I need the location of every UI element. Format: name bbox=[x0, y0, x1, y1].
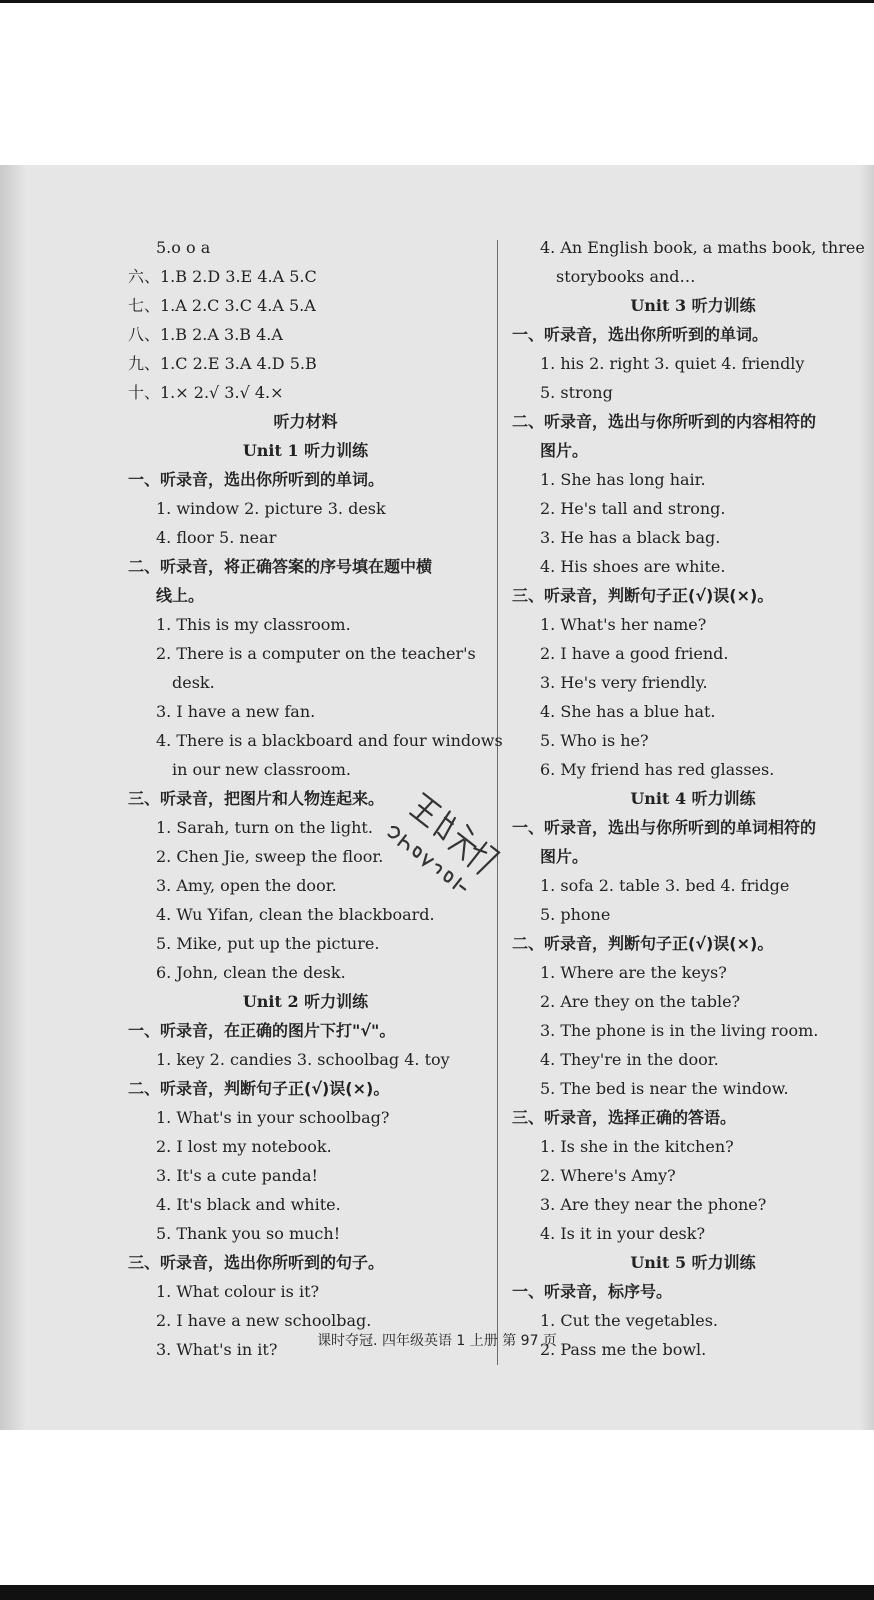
left-line: 3. Amy, open the door. bbox=[156, 876, 337, 895]
right-line: 6. My friend has red glasses. bbox=[540, 760, 775, 779]
right-line: 三、听录音，判断句子正(√)误(×)。 bbox=[512, 586, 774, 605]
left-line: 三、听录音，把图片和人物连起来。 bbox=[128, 789, 385, 808]
right-line: Unit 3 听力训练 bbox=[630, 296, 756, 315]
right-line: 4. An English book, a maths book, three bbox=[540, 238, 865, 257]
right-line: 5. Who is he? bbox=[540, 731, 649, 750]
right-line: 1. his 2. right 3. quiet 4. friendly bbox=[540, 354, 805, 373]
left-line: 线上。 bbox=[156, 586, 205, 605]
left-line: 3. What's in it? bbox=[156, 1340, 278, 1359]
right-line: 一、听录音，选出你所听到的单词。 bbox=[512, 325, 769, 344]
left-line: 6. John, clean the desk. bbox=[156, 963, 346, 982]
left-line: 5.o o a bbox=[156, 238, 211, 257]
left-line: 3. It's a cute panda! bbox=[156, 1166, 318, 1185]
right-line: 1. She has long hair. bbox=[540, 470, 706, 489]
right-line: Unit 4 听力训练 bbox=[630, 789, 756, 808]
left-line: in our new classroom. bbox=[172, 760, 351, 779]
page-scan bbox=[0, 165, 874, 1430]
left-line: 1. window 2. picture 3. desk bbox=[156, 499, 386, 518]
page-footer: 课时夺冠. 四年级英语 1 上册 第 97 页 bbox=[317, 1333, 557, 1349]
left-line: 2. I lost my notebook. bbox=[156, 1137, 332, 1156]
left-line: 2. There is a computer on the teacher's bbox=[156, 644, 476, 663]
handwritten-watermark bbox=[380, 777, 510, 907]
left-line: 八、1.B 2.A 3.B 4.A bbox=[128, 325, 283, 344]
right-line: 三、听录音，选择正确的答语。 bbox=[512, 1108, 737, 1127]
left-line: 1. key 2. candies 3. schoolbag 4. toy bbox=[156, 1050, 450, 1069]
right-line: 5. phone bbox=[540, 905, 611, 924]
bottom-border bbox=[0, 1585, 874, 1600]
right-line: 图片。 bbox=[540, 847, 589, 866]
page-left-shadow bbox=[0, 165, 26, 1430]
right-line: 2. He's tall and strong. bbox=[540, 499, 726, 518]
left-line: 二、听录音，判断句子正(√)误(×)。 bbox=[128, 1079, 390, 1098]
right-line: 3. The phone is in the living room. bbox=[540, 1021, 819, 1040]
right-line: 2. Pass me the bowl. bbox=[540, 1340, 707, 1359]
left-line: Unit 1 听力训练 bbox=[242, 441, 369, 460]
right-line: 2. I have a good friend. bbox=[540, 644, 729, 663]
right-line: Unit 5 听力训练 bbox=[630, 1253, 756, 1272]
right-line: 1. Cut the vegetables. bbox=[540, 1311, 719, 1330]
left-line: 4. floor 5. near bbox=[156, 528, 277, 547]
right-line: 二、听录音，选出与你所听到的内容相符的 bbox=[512, 412, 817, 431]
left-line: Unit 2 听力训练 bbox=[242, 992, 369, 1011]
right-line: 一、听录音，选出与你所听到的单词相符的 bbox=[512, 818, 817, 837]
right-line: 2. Are they on the table? bbox=[540, 992, 741, 1011]
right-line: 图片。 bbox=[540, 441, 589, 460]
right-line: 1. What's her name? bbox=[540, 615, 707, 634]
left-line: 十、1.× 2.√ 3.√ 4.× bbox=[128, 383, 284, 402]
left-line: 二、听录音，将正确答案的序号填在题中横 bbox=[128, 557, 433, 576]
left-line: 三、听录音，选出你所听到的句子。 bbox=[128, 1253, 385, 1272]
left-line: 4. Wu Yifan, clean the blackboard. bbox=[156, 905, 435, 924]
right-line: 2. Where's Amy? bbox=[540, 1166, 676, 1185]
left-line: 5. Mike, put up the picture. bbox=[156, 934, 380, 953]
left-line: 3. I have a new fan. bbox=[156, 702, 316, 721]
right-line: 1. Where are the keys? bbox=[540, 963, 727, 982]
top-border bbox=[0, 0, 874, 3]
right-line: 3. He's very friendly. bbox=[540, 673, 708, 692]
left-line: 七、1.A 2.C 3.C 4.A 5.A bbox=[128, 296, 316, 315]
right-line: 3. Are they near the phone? bbox=[540, 1195, 767, 1214]
left-line: 1. Sarah, turn on the light. bbox=[156, 818, 373, 837]
left-line: desk. bbox=[172, 673, 215, 692]
right-line: 4. Is it in your desk? bbox=[540, 1224, 706, 1243]
right-column bbox=[512, 233, 874, 1364]
left-line: 1. What's in your schoolbag? bbox=[156, 1108, 390, 1127]
left-line: 2. Chen Jie, sweep the floor. bbox=[156, 847, 384, 866]
right-line: 5. The bed is near the window. bbox=[540, 1079, 789, 1098]
left-line: 5. Thank you so much! bbox=[156, 1224, 341, 1243]
left-line: 一、听录音，在正确的图片下打"√"。 bbox=[128, 1021, 396, 1040]
left-line: 听力材料 bbox=[273, 412, 338, 431]
right-line: 一、听录音，标序号。 bbox=[512, 1282, 673, 1301]
right-line: 4. His shoes are white. bbox=[540, 557, 726, 576]
left-line: 1. What colour is it? bbox=[156, 1282, 320, 1301]
right-line: 4. They're in the door. bbox=[540, 1050, 719, 1069]
left-line: 4. It's black and white. bbox=[156, 1195, 341, 1214]
right-line: 1. Is she in the kitchen? bbox=[540, 1137, 734, 1156]
right-line: 二、听录音，判断句子正(√)误(×)。 bbox=[512, 934, 774, 953]
right-line: 3. He has a black bag. bbox=[540, 528, 721, 547]
right-line: storybooks and… bbox=[556, 267, 696, 286]
left-line: 一、听录音，选出你所听到的单词。 bbox=[128, 470, 385, 489]
right-line: 5. strong bbox=[540, 383, 613, 402]
right-line: 1. sofa 2. table 3. bed 4. fridge bbox=[540, 876, 790, 895]
right-line: 4. She has a blue hat. bbox=[540, 702, 716, 721]
left-line: 4. There is a blackboard and four windows bbox=[156, 731, 503, 750]
left-line: 2. I have a new schoolbag. bbox=[156, 1311, 372, 1330]
left-line: 1. This is my classroom. bbox=[156, 615, 351, 634]
left-line: 六、1.B 2.D 3.E 4.A 5.C bbox=[128, 267, 317, 286]
left-line: 九、1.C 2.E 3.A 4.D 5.B bbox=[128, 354, 317, 373]
